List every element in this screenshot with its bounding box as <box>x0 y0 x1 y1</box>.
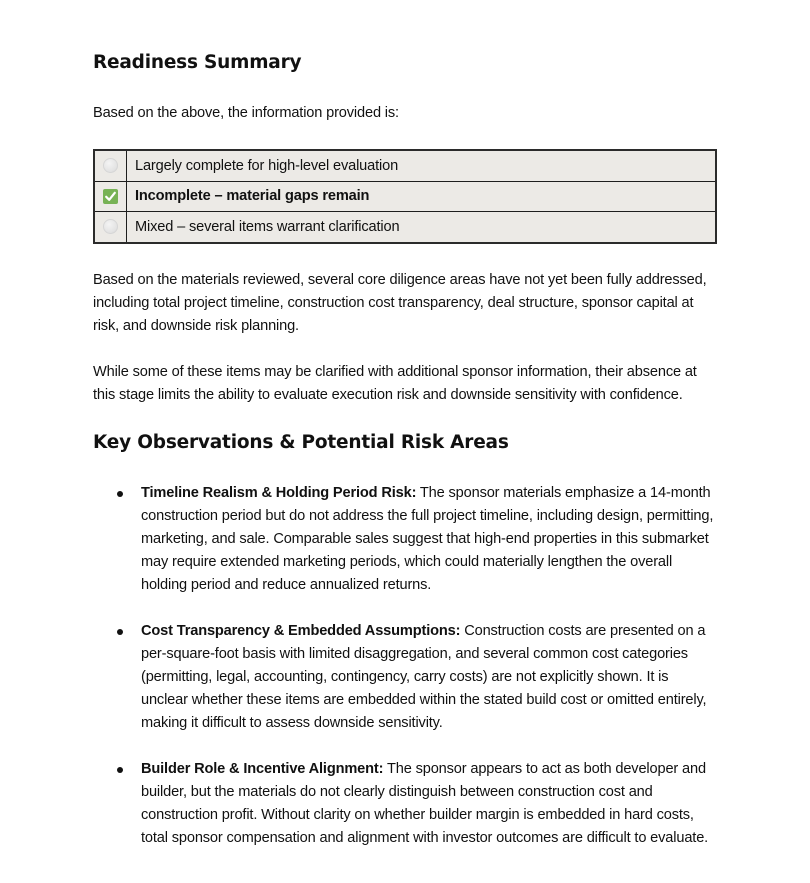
readiness-option-row-selected[interactable] <box>94 181 716 212</box>
observation-text: Construction costs are presented on a per-square-foot basis with limited disaggregation, and several common cost categories (permitting, legal, accounting, contingency, carry costs) are not explicitly shown. It is unclear whether these items are embedded within the stated build cost or omitted entirely, making it difficult to assess downside sensitivity. <box>141 623 707 731</box>
observation-item <box>93 482 718 597</box>
readiness-option-marker[interactable] <box>94 212 127 243</box>
observation-title: Timeline Realism & Holding Period Risk: <box>141 485 417 501</box>
bullet-icon <box>117 629 123 635</box>
readiness-option-row[interactable] <box>94 212 716 243</box>
observations-list <box>93 482 718 873</box>
readiness-option-label: Incomplete – material gaps remain <box>127 181 717 212</box>
readiness-option-marker[interactable] <box>94 181 127 212</box>
observation-item <box>93 758 718 850</box>
observation-text: The sponsor appears to act as both developer and builder, but the materials do not clearly distinguish between construction cost and construction profit. Without clarity on whether builder margin is embedded in hard costs, total sponsor compensation and alignment with investor outcomes are difficult to evaluate. <box>141 761 709 846</box>
bullet-icon <box>117 767 123 773</box>
observation-title: Builder Role & Incentive Alignment: <box>141 761 384 777</box>
radio-unchecked-icon[interactable] <box>103 219 118 234</box>
readiness-paragraph: While some of these items may be clarified with additional sponsor information, their absence at this stage limits the ability to evaluate execution risk and downside sensitivity with confidence. <box>93 364 697 403</box>
checkmark-checked-icon[interactable] <box>103 189 118 204</box>
bullet-icon <box>117 491 123 497</box>
radio-unchecked-icon[interactable] <box>103 158 118 173</box>
readiness-summary-heading: Readiness Summary <box>93 52 302 73</box>
readiness-option-marker[interactable] <box>94 150 127 181</box>
readiness-option-label: Largely complete for high-level evaluation <box>127 150 717 181</box>
observation-item <box>93 620 718 735</box>
readiness-intro-text: Based on the above, the information provided is: <box>93 105 399 121</box>
observation-text: The sponsor materials emphasize a 14-month construction period but do not address the full project timeline, including design, permitting, marketing, and sale. Comparable sales suggest that high-end properties in this submarket may require extended marketing periods, which could materially lengthen the overall holding period and reduce annualized returns. <box>141 485 714 593</box>
readiness-paragraph: Based on the materials reviewed, several core diligence areas have not yet been fully addressed, including total project timeline, construction cost transparency, deal structure, sponsor capital at risk, and downside risk planning. <box>93 272 707 334</box>
observations-heading: Key Observations & Potential Risk Areas <box>93 432 509 453</box>
readiness-options-table <box>93 149 717 244</box>
readiness-option-row[interactable] <box>94 150 716 181</box>
readiness-option-label: Mixed – several items warrant clarification <box>127 212 717 243</box>
observation-title: Cost Transparency & Embedded Assumptions: <box>141 623 461 639</box>
